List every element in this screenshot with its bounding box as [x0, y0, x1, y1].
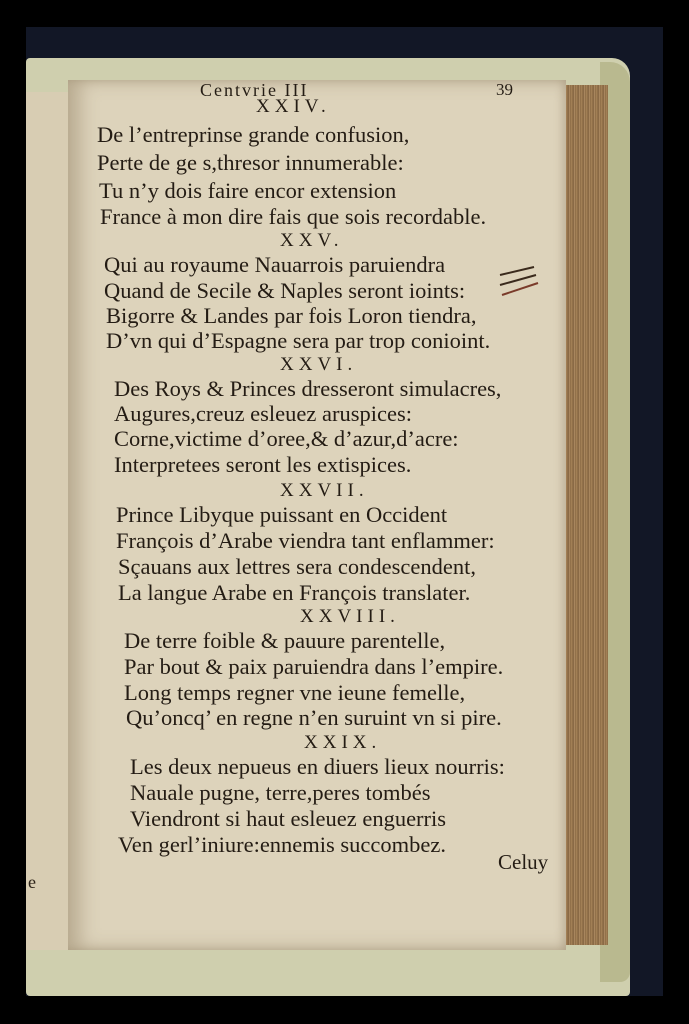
- verse-line: Bigorre & Landes par fois Loron tiendra,: [106, 303, 477, 328]
- page-edges: [560, 85, 608, 945]
- left-page-fragment: e: [28, 872, 36, 892]
- quatrain-number: XXVII.: [280, 480, 369, 501]
- verse-line: Interpretees seront les extispices.: [114, 452, 412, 477]
- verse-line: Par bout & paix paruiendra dans l’empire.: [124, 654, 504, 679]
- verse-line: Tu n’y dois faire encor extension: [99, 178, 397, 203]
- verse-line: Quand de Secile & Naples seront ioints:: [104, 278, 466, 303]
- catchword: Celuy: [498, 850, 549, 874]
- quatrain-number: XXIX.: [304, 732, 382, 753]
- verse-line: Qui au royaume Nauarrois paruiendra: [104, 252, 446, 277]
- verse-line: D’vn qui d’Espagne sera par trop conioint.: [106, 328, 491, 353]
- marginal-annotation-marks: [498, 265, 548, 305]
- verse-line: Des Roys & Princes dresseront simulacres,: [114, 376, 502, 401]
- verse-line: Augures,creuz esleuez aruspices:: [114, 401, 412, 426]
- page-number: 39: [496, 80, 513, 99]
- verse-line: De terre foible & pauure parentelle,: [124, 628, 446, 653]
- verse-line: France à mon dire fais que sois recordable.: [100, 204, 487, 229]
- verse-line: Perte de ge s,thresor innumerable:: [97, 150, 404, 175]
- book-page: [68, 80, 566, 950]
- verse-line: Prince Libyque puissant en Occident: [116, 502, 448, 527]
- verse-line: De l’entreprinse grande confusion,: [97, 122, 410, 147]
- verse-line: Sçauans aux lettres sera condescendent,: [118, 554, 476, 579]
- quatrain-number: XXVI.: [280, 354, 358, 375]
- verse-line: Qu’oncq’ en regne n’en suruint vn si pire.: [126, 705, 502, 730]
- page-text: [68, 80, 566, 950]
- quatrain-number: XXV.: [280, 230, 344, 251]
- quatrain-number: XXIV.: [256, 96, 331, 117]
- quatrain-number: XXVIII.: [300, 606, 400, 627]
- verse-line: La langue Arabe en François translater.: [118, 580, 471, 605]
- verse-line: Corne,victime d’oree,& d’azur,d’acre:: [114, 426, 459, 451]
- verse-line: Les deux nepueus en diuers lieux nourris:: [130, 754, 505, 779]
- verse-line: Nauale pugne, terre,peres tombés: [130, 780, 431, 805]
- verse-line: Ven gerl’iniure:ennemis succombez.: [118, 832, 447, 857]
- verse-line: Viendront si haut esleuez enguerris: [130, 806, 447, 831]
- running-head: Centvrie III: [200, 80, 309, 100]
- verse-line: Long temps regner vne ieune femelle,: [124, 680, 466, 705]
- verse-line: François d’Arabe viendra tant enflammer:: [116, 528, 495, 553]
